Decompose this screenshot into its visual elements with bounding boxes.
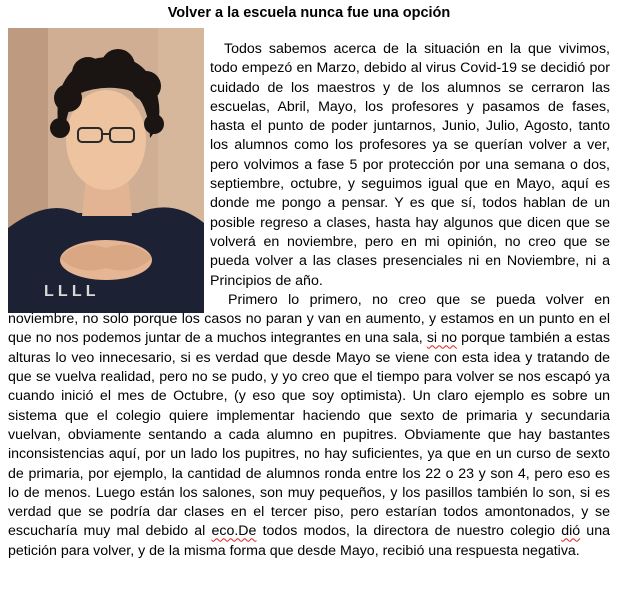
spellcheck-word-eco: eco.De bbox=[211, 523, 257, 540]
paragraph-1: Todos sabemos acerca de la situación en la que vivimos, todo empezó en Marzo, debido al virus Covid-19 se decidió por cuidado de los maestros y de los alumnos se cerraron las escuelas, Abril, Mayo, los profesores y pasamos de fases, hasta el punto de poder juntarnos, Junio, Julio, Agosto, tanto los alumnos como los profesores ya se querían volver a ver, pero volvimos a fase 5 por protección por una semana o dos, septiembre, octubre, y seguimos igual que en Mayo, aquí es donde me pongo a pensar. Y es que sí, todos hablan de un posible regreso a clases, hasta hay algunos que dicen que se volverá en noviembre, pero en mi opinión, no creo que se pueda volver a las clases presenciales ni en Noviembre, ni a Principios de año. bbox=[210, 41, 610, 289]
spellcheck-word-si-no: si no bbox=[426, 330, 457, 347]
article-body bbox=[8, 40, 610, 561]
paragraph-2-text-c: todos modos, la directora de nuestro colegio bbox=[256, 523, 562, 540]
paragraph-2-text-a: Primero lo primero, no creo que se pueda volver en noviembre, no solo porque los casos no paran y van en aumento, y estamos en un punto en el que no nos podemos juntar de a muchos integrantes en una sala, bbox=[8, 291, 610, 347]
spellcheck-word-dio: dió bbox=[561, 523, 581, 540]
svg-text:L L L L: L L L L bbox=[44, 283, 96, 300]
paragraph-2-text-d: una petición para volver, y de la misma forma que desde Mayo, recibió una respuesta negativa. bbox=[8, 523, 610, 559]
photo-wrap-space bbox=[8, 40, 210, 306]
article-title: Volver a la escuela nunca fue una opción bbox=[167, 5, 451, 21]
paragraph-2 bbox=[8, 291, 610, 561]
paragraph-2-text-b: porque también a estas alturas lo veo innecesario, si es verdad que desde Mayo se viene con esta idea y tratando de que se vuelva realidad, pero no se pudo, y yo creo que el tiempo para volver se nos escapó ya cuando inició el mes de Octubre, (y eso que soy optimista). Un claro ejemplo es sobre un sistema que el colegio quiere implementar haciendo que sexto de primaria y secundaria vuelvan, obviamente sentando a cada alumno en pupitres. Obviamente que hay bastantes inconsistencias aquí, por un lado los pupitres, no hay suficientes, ya que en un curso de sexto de primaria, por ejemplo, la cantidad de alumnos ronda entre los 22 o 23 y son 4, pero eso es lo de menos. Luego están los salones, son muy pequeños, y los pasillos también lo son, si es verdad que se podría dar clases en el tercer piso, pero estarían todos amontonados, y se escucharía muy mal debido al bbox=[8, 330, 611, 540]
